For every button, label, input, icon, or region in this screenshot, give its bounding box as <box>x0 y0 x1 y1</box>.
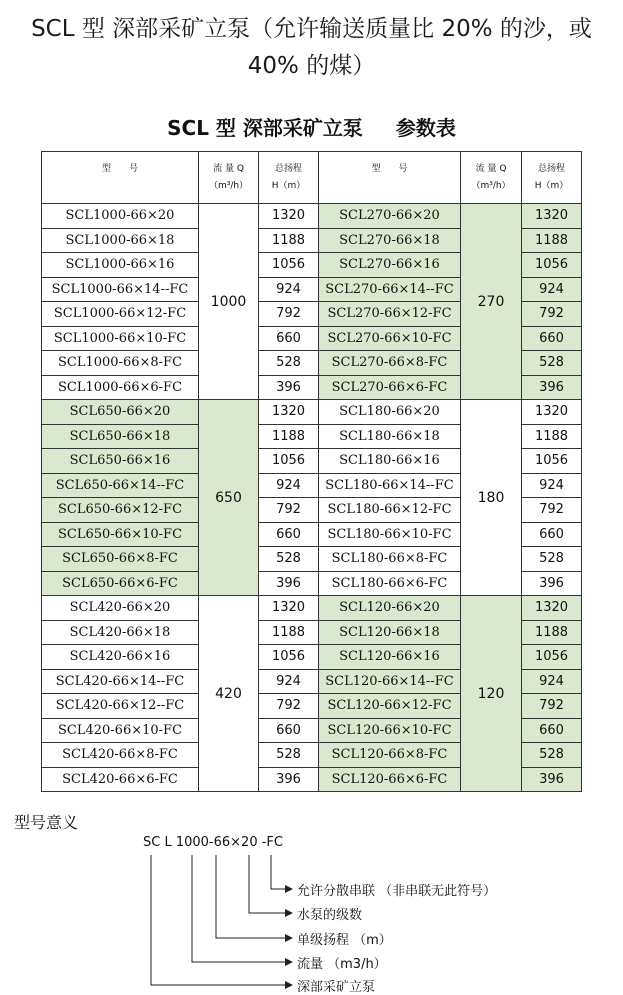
right-head-cell: 396 <box>522 375 582 400</box>
right-model-cell: SCL120-66×20 <box>319 596 461 621</box>
right-head-cell: 1056 <box>522 645 582 670</box>
left-head-cell: 1320 <box>259 204 319 229</box>
left-head-cell: 660 <box>259 718 319 743</box>
left-head-cell: 792 <box>259 498 319 523</box>
right-flow-cell: 120 <box>461 596 522 792</box>
left-model-cell: SCL650-66×14--FC <box>42 473 199 498</box>
right-head-cell: 924 <box>522 669 582 694</box>
left-head-cell: 924 <box>259 277 319 302</box>
left-head-cell: 528 <box>259 547 319 572</box>
left-model-cell: SCL650-66×10-FC <box>42 522 199 547</box>
right-model-cell: SCL120-66×6-FC <box>319 767 461 792</box>
right-head-cell: 660 <box>522 326 582 351</box>
left-model-cell: SCL650-66×6-FC <box>42 571 199 596</box>
left-head-cell: 1056 <box>259 449 319 474</box>
right-model-cell: SCL180-66×8-FC <box>319 547 461 572</box>
left-model-cell: SCL420-66×12--FC <box>42 694 199 719</box>
left-model-cell: SCL1000-66×18 <box>42 228 199 253</box>
meaning-stages: 水泵的级数 <box>297 908 363 923</box>
left-head-cell: 1320 <box>259 400 319 425</box>
arrow-stages <box>285 909 293 917</box>
right-model-cell: SCL120-66×10-FC <box>319 718 461 743</box>
right-model-cell: SCL270-66×12-FC <box>319 302 461 327</box>
right-model-cell: SCL180-66×16 <box>319 449 461 474</box>
left-head-cell: 396 <box>259 375 319 400</box>
left-head-cell: 528 <box>259 743 319 768</box>
left-model-cell: SCL1000-66×10-FC <box>42 326 199 351</box>
page-heading-line-1: SCL 型 深部采矿立泵（允许输送质量比 20% 的沙，或 <box>31 16 592 42</box>
right-model-cell: SCL180-66×6-FC <box>319 571 461 596</box>
left-model-cell: SCL420-66×18 <box>42 620 199 645</box>
meaning-series-connection: 允许分散串联 （非串联无此符号） <box>297 884 497 899</box>
meaning-flow: 流量 （m3/h） <box>297 957 387 972</box>
right-head-cell: 924 <box>522 277 582 302</box>
left-flow-cell: 1000 <box>199 204 259 400</box>
arrow-flow <box>285 958 293 966</box>
right-model-cell: SCL270-66×6-FC <box>319 375 461 400</box>
left-head-cell: 924 <box>259 669 319 694</box>
left-head-cell: 1188 <box>259 424 319 449</box>
left-head-cell: 396 <box>259 571 319 596</box>
left-flow-cell: 650 <box>199 400 259 596</box>
right-head-cell: 528 <box>522 743 582 768</box>
right-model-cell: SCL270-66×20 <box>319 204 461 229</box>
right-head-cell: 528 <box>522 351 582 376</box>
arrow-series-connect <box>285 885 293 893</box>
table-title-name: 深部采矿立泵 <box>242 116 363 140</box>
header-head-left: 总扬程 H（m） <box>259 152 319 204</box>
right-model-cell: SCL120-66×18 <box>319 620 461 645</box>
left-model-cell: SCL1000-66×14--FC <box>42 277 199 302</box>
left-head-cell: 1320 <box>259 596 319 621</box>
leader-line-series <box>151 855 285 985</box>
arrow-series <box>285 981 293 989</box>
right-flow-cell: 270 <box>461 204 522 400</box>
right-head-cell: 528 <box>522 547 582 572</box>
right-head-cell: 1320 <box>522 204 582 229</box>
right-head-cell: 792 <box>522 694 582 719</box>
meaning-stage-head: 单级扬程 （m） <box>297 933 392 948</box>
right-head-cell: 1188 <box>522 424 582 449</box>
right-model-cell: SCL270-66×14--FC <box>319 277 461 302</box>
model-meaning-title: 型号意义 <box>14 813 79 832</box>
right-head-cell: 924 <box>522 473 582 498</box>
header-flow-right: 流 量 Q （m³/h） <box>461 152 522 204</box>
left-model-cell: SCL1000-66×12-FC <box>42 302 199 327</box>
left-model-cell: SCL1000-66×6-FC <box>42 375 199 400</box>
right-head-cell: 660 <box>522 522 582 547</box>
arrow-head <box>285 934 293 942</box>
table-title-series: SCL 型 <box>167 116 236 140</box>
right-model-cell: SCL270-66×16 <box>319 253 461 278</box>
left-head-cell: 528 <box>259 351 319 376</box>
left-model-cell: SCL1000-66×20 <box>42 204 199 229</box>
left-model-cell: SCL420-66×8-FC <box>42 743 199 768</box>
left-head-cell: 792 <box>259 694 319 719</box>
right-model-cell: SCL120-66×8-FC <box>319 743 461 768</box>
left-head-cell: 792 <box>259 302 319 327</box>
right-head-cell: 1188 <box>522 620 582 645</box>
right-head-cell: 1056 <box>522 449 582 474</box>
model-code-example: SC L 1000-66×20 -FC <box>143 835 283 850</box>
left-model-cell: SCL420-66×10-FC <box>42 718 199 743</box>
right-model-cell: SCL180-66×10-FC <box>319 522 461 547</box>
right-head-cell: 792 <box>522 498 582 523</box>
meaning-pump-type: 深部采矿立泵 <box>297 980 376 995</box>
left-head-cell: 1188 <box>259 620 319 645</box>
right-model-cell: SCL180-66×14--FC <box>319 473 461 498</box>
right-head-cell: 396 <box>522 571 582 596</box>
page-heading-line-2: 40% 的煤） <box>247 53 376 79</box>
right-head-cell: 792 <box>522 302 582 327</box>
leader-line-head <box>216 855 285 938</box>
left-model-cell: SCL650-66×18 <box>42 424 199 449</box>
right-model-cell: SCL120-66×12-FC <box>319 694 461 719</box>
left-head-cell: 1056 <box>259 645 319 670</box>
header-head-right: 总扬程 H（m） <box>522 152 582 204</box>
left-model-cell: SCL650-66×12-FC <box>42 498 199 523</box>
right-model-cell: SCL180-66×18 <box>319 424 461 449</box>
left-head-cell: 660 <box>259 522 319 547</box>
header-flow-left: 流 量 Q （m³/h） <box>199 152 259 204</box>
right-flow-cell: 180 <box>461 400 522 596</box>
right-model-cell: SCL180-66×12-FC <box>319 498 461 523</box>
left-head-cell: 1188 <box>259 228 319 253</box>
right-model-cell: SCL270-66×18 <box>319 228 461 253</box>
right-model-cell: SCL120-66×16 <box>319 645 461 670</box>
left-head-cell: 1056 <box>259 253 319 278</box>
left-head-cell: 924 <box>259 473 319 498</box>
right-head-cell: 396 <box>522 767 582 792</box>
right-head-cell: 660 <box>522 718 582 743</box>
left-model-cell: SCL650-66×20 <box>42 400 199 425</box>
left-model-cell: SCL650-66×8-FC <box>42 547 199 572</box>
right-model-cell: SCL270-66×10-FC <box>319 326 461 351</box>
left-model-cell: SCL420-66×6-FC <box>42 767 199 792</box>
left-model-cell: SCL1000-66×16 <box>42 253 199 278</box>
left-flow-cell: 420 <box>199 596 259 792</box>
left-model-cell: SCL650-66×16 <box>42 449 199 474</box>
right-model-cell: SCL120-66×14--FC <box>319 669 461 694</box>
header-model-right: 型 号 <box>319 152 461 204</box>
right-head-cell: 1188 <box>522 228 582 253</box>
left-head-cell: 660 <box>259 326 319 351</box>
right-head-cell: 1320 <box>522 596 582 621</box>
table-title-suffix: 参数表 <box>395 116 456 140</box>
leader-line-stages <box>249 855 285 913</box>
left-model-cell: SCL420-66×14--FC <box>42 669 199 694</box>
leader-line-series-connect <box>271 855 285 889</box>
right-head-cell: 1056 <box>522 253 582 278</box>
left-model-cell: SCL1000-66×8-FC <box>42 351 199 376</box>
header-model-left: 型 号 <box>42 152 199 204</box>
right-head-cell: 1320 <box>522 400 582 425</box>
left-model-cell: SCL420-66×20 <box>42 596 199 621</box>
left-head-cell: 396 <box>259 767 319 792</box>
right-model-cell: SCL270-66×8-FC <box>319 351 461 376</box>
right-model-cell: SCL180-66×20 <box>319 400 461 425</box>
left-model-cell: SCL420-66×16 <box>42 645 199 670</box>
